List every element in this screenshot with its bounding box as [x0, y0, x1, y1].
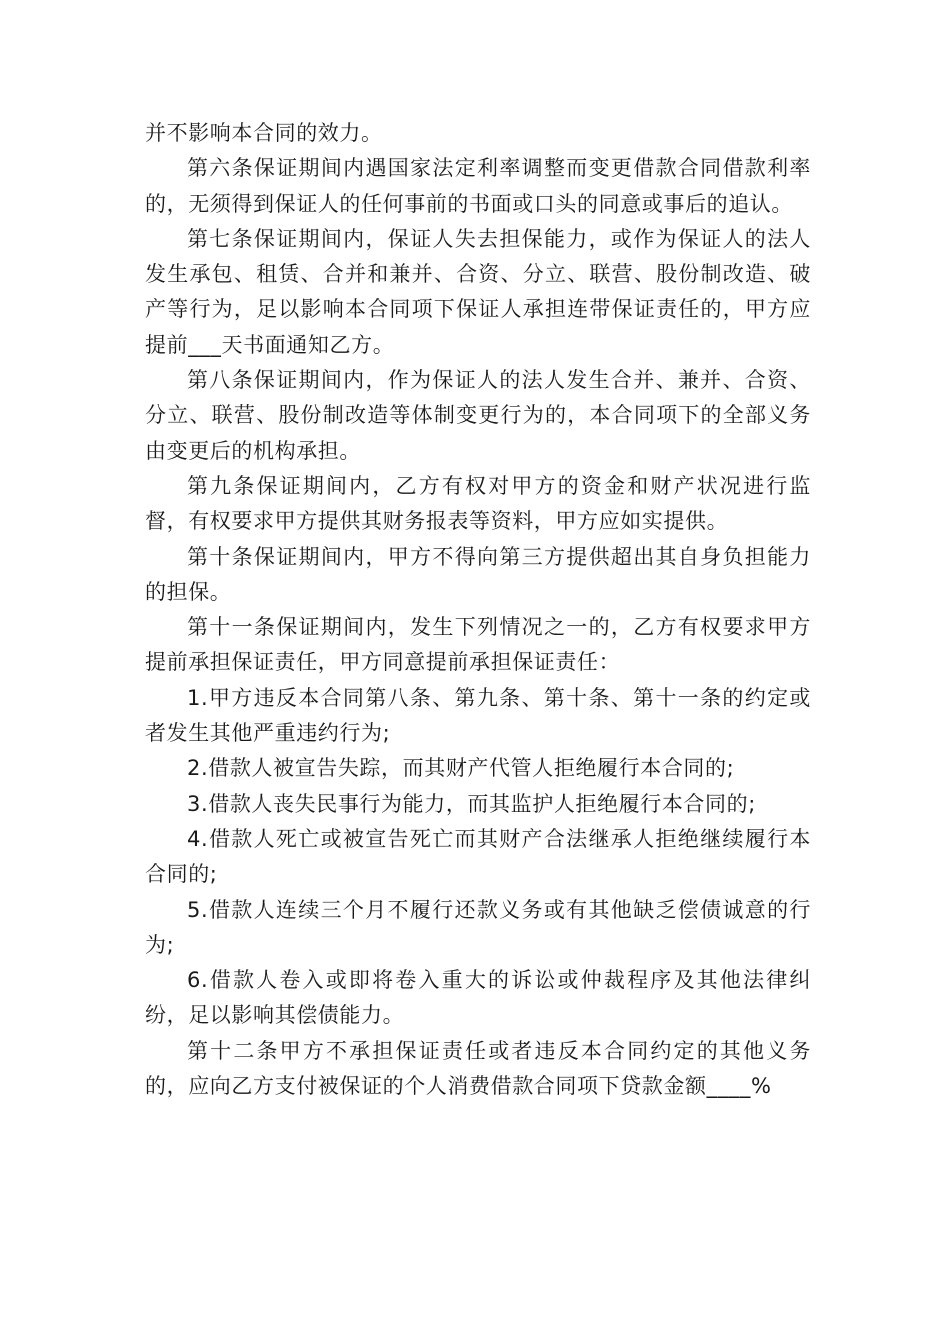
paragraph-article-6: 第六条保证期间内遇国家法定利率调整而变更借款合同借款利率的，无须得到保证人的任何事前的书面或口头的同意或事后的追认。 [145, 156, 811, 216]
list-item-6: 6.借款人卷入或即将卷入重大的诉讼或仲裁程序及其他法律纠纷，足以影响其偿债能力。 [145, 968, 811, 1028]
paragraph-article-11: 第十一条保证期间内，发生下列情况之一的，乙方有权要求甲方提前承担保证责任，甲方同意提前承担保证责任： [145, 615, 811, 675]
paragraph-article-8: 第八条保证期间内，作为保证人的法人发生合并、兼并、合资、分立、联营、股份制改造等体制变更行为的，本合同项下的全部义务由变更后的机构承担。 [145, 368, 811, 463]
list-item-4: 4.借款人死亡或被宣告死亡而其财产合法继承人拒绝继续履行本合同的; [145, 826, 811, 887]
list-item-3: 3.借款人丧失民事行为能力，而其监护人拒绝履行本合同的; [187, 791, 756, 816]
list-item-2: 2.借款人被宣告失踪，而其财产代管人拒绝履行本合同的; [187, 756, 735, 781]
paragraph-article-10: 第十条保证期间内，甲方不得向第三方提供超出其自身负担能力的担保。 [145, 544, 811, 604]
list-item-1: 1.甲方违反本合同第八条、第九条、第十条、第十一条的约定或者发生其他严重违约行为; [145, 685, 811, 746]
paragraph-article-7: 第七条保证期间内，保证人失去担保能力，或作为保证人的法人发生承包、租赁、合并和兼并、合资、分立、联营、股份制改造、破产等行为，足以影响本合同项下保证人承担连带保证责任的，甲方应提前___天书面通知乙方。 [145, 226, 811, 357]
list-item-5: 5.借款人连续三个月不履行还款义务或有其他缺乏偿债诚意的行为; [145, 897, 811, 957]
paragraph-article-12: 第十二条甲方不承担保证责任或者违反本合同约定的其他义务的，应向乙方支付被保证的个人消费借款合同项下贷款金额____% [145, 1038, 811, 1099]
paragraph-continuation: 并不影响本合同的效力。 [145, 121, 383, 145]
paragraph-article-9: 第九条保证期间内，乙方有权对甲方的资金和财产状况进行监督，有权要求甲方提供其财务报表等资料，甲方应如实提供。 [145, 473, 811, 534]
document-body [145, 116, 811, 1104]
